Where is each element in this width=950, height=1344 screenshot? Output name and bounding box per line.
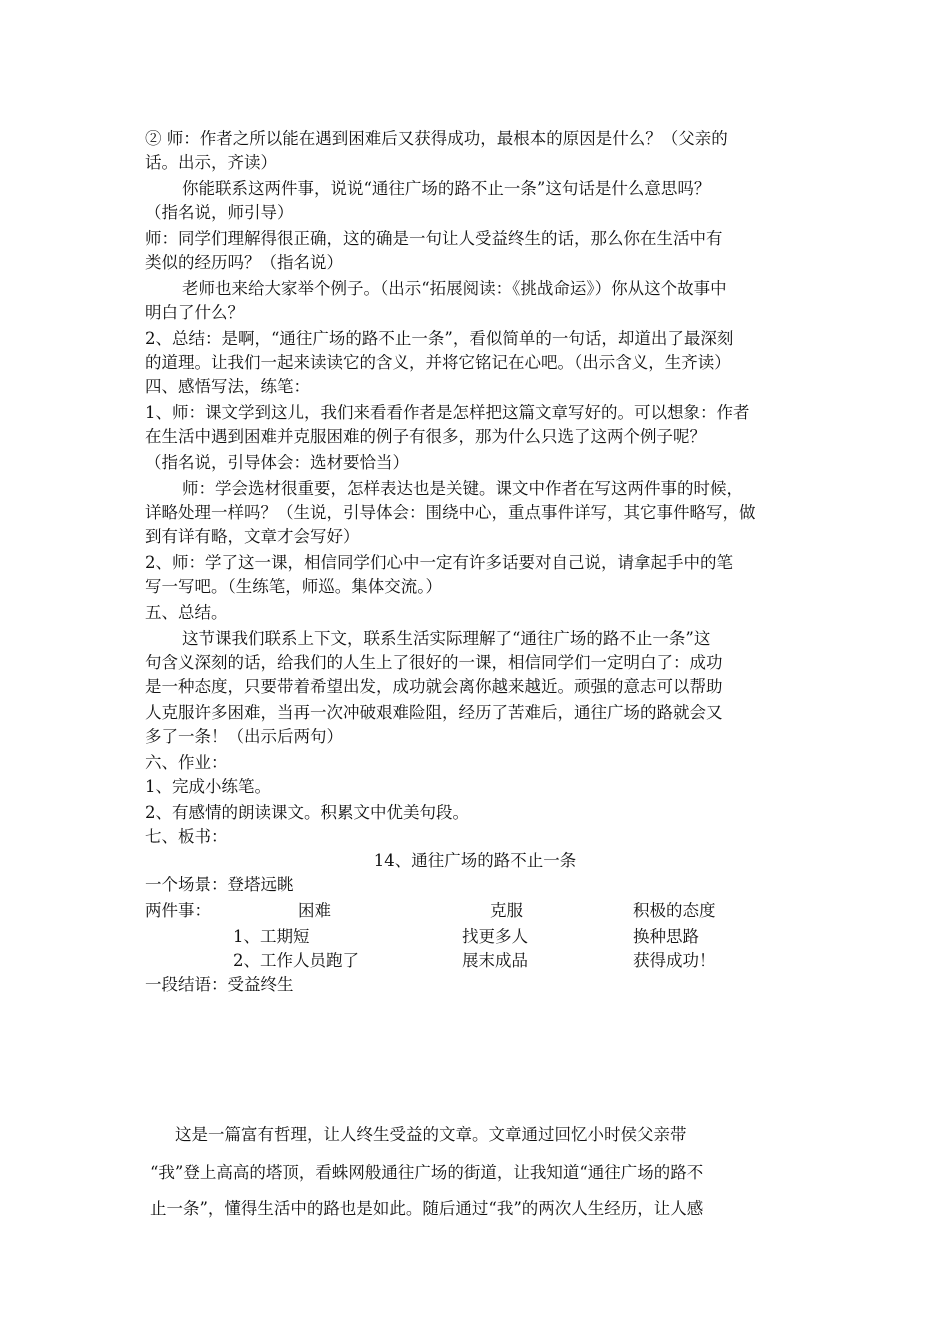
text-line: 2、有感情的朗读课文。积累文中优美句段。 [145,803,469,822]
text-line: 2、总结：是啊，“通往广场的路不止一条”，看似简单的一句话，却道出了最深刻 [145,329,734,348]
board-row-2-attitude: 获得成功！ [633,951,716,970]
text-line: 1、师：课文学到这儿，我们来看看作者是怎样把这篇文章写好的。可以想象：作者 [145,403,750,422]
text-line: 2、师：学了这一课，相信同学们心中一定有许多话要对自己说，请拿起手中的笔 [145,553,733,572]
text-line: ② 师：作者之所以能在遇到困难后又获得成功，最根本的原因是什么？（父亲的 [145,129,728,148]
text-line: （指名说，引导体会：选材要恰当） [145,453,409,472]
text-line: 详略处理一样吗？（生说，引导体会：围绕中心，重点事件详写，其它事件略写，做 [145,503,756,522]
text-line: 师：同学们理解得很正确，这的确是一句让人受益终生的话，那么你在生活中有 [145,229,723,248]
text-line: 是一种态度，只要带着希望出发，成功就会离你越来越近。顽强的意志可以帮助 [145,677,723,696]
board-row-1-difficulty: 1、工期短 [233,927,310,946]
board-header-overcome: 克服 [490,901,523,920]
summary-line: 止一条”，懂得生活中的路也是如此。随后通过“我”的两次人生经历，让人感 [150,1199,704,1218]
text-line: 多了一条！（出示后两句） [145,727,343,746]
text-line: 类似的经历吗？（指名说） [145,253,343,272]
text-line: 句含义深刻的话，给我们的人生上了很好的一课，相信同学们一定明白了：成功 [145,653,723,672]
text-line: 人克服许多困难，当再一次冲破艰难险阻，经历了苦难后，通往广场的路就会又 [145,703,723,722]
board-row-1-overcome: 找更多人 [462,927,528,946]
text-line: 师：学会选材很重要，怎样表达也是关键。课文中作者在写这两件事的时候， [182,479,743,498]
text-line: （指名说，师引导） [145,203,294,222]
board-header-difficulty: 困难 [298,901,331,920]
text-line: 老师也来给大家举个例子。（出示“拓展阅读：《挑战命运》）你从这个故事中 [182,279,727,298]
text-line: 写一写吧。（生练笔，师巡。集体交流。） [145,577,442,596]
board-row-2-overcome: 展末成品 [462,951,528,970]
board-title: 14、通往广场的路不止一条 [373,851,577,870]
section-heading: 七、板书： [145,827,228,846]
text-line: 明白了什么？ [145,303,244,322]
section-heading: 六、作业： [145,753,228,772]
board-scene: 一个场景：登塔远眺 [145,875,294,894]
text-line: 1、完成小练笔。 [145,777,271,796]
board-row-2-difficulty: 2、工作人员跑了 [233,951,359,970]
text-line: 的道理。让我们一起来读读它的含义，并将它铭记在心吧。（出示含义，生齐读） [145,353,731,372]
board-header-attitude: 积极的态度 [633,901,716,920]
section-heading: 五、总结。 [145,603,228,622]
summary-line: 这是一篇富有哲理，让人终生受益的文章。文章通过回忆小时侯父亲带 [175,1125,687,1144]
board-two-things-label: 两件事： [145,901,211,920]
text-line: 这节课我们联系上下文，联系生活实际理解了“通往广场的路不止一条”这 [182,629,711,648]
text-line: 在生活中遇到困难并克服困难的例子有很多，那为什么只选了这两个例子呢？ [145,427,706,446]
text-line: 话。出示，齐读） [145,153,277,172]
text-line: 你能联系这两件事，说说“通往广场的路不止一条”这句话是什么意思吗？ [182,179,711,198]
board-row-1-attitude: 换种思路 [633,927,699,946]
text-line: 到有详有略，文章才会写好） [145,527,360,546]
summary-line: “我”登上高高的塔顶，看蛛网般通往广场的街道，让我知道“通往广场的路不 [150,1163,704,1182]
board-closing: 一段结语：受益终生 [145,975,294,994]
section-heading: 四、感悟写法，练笔： [145,377,310,396]
